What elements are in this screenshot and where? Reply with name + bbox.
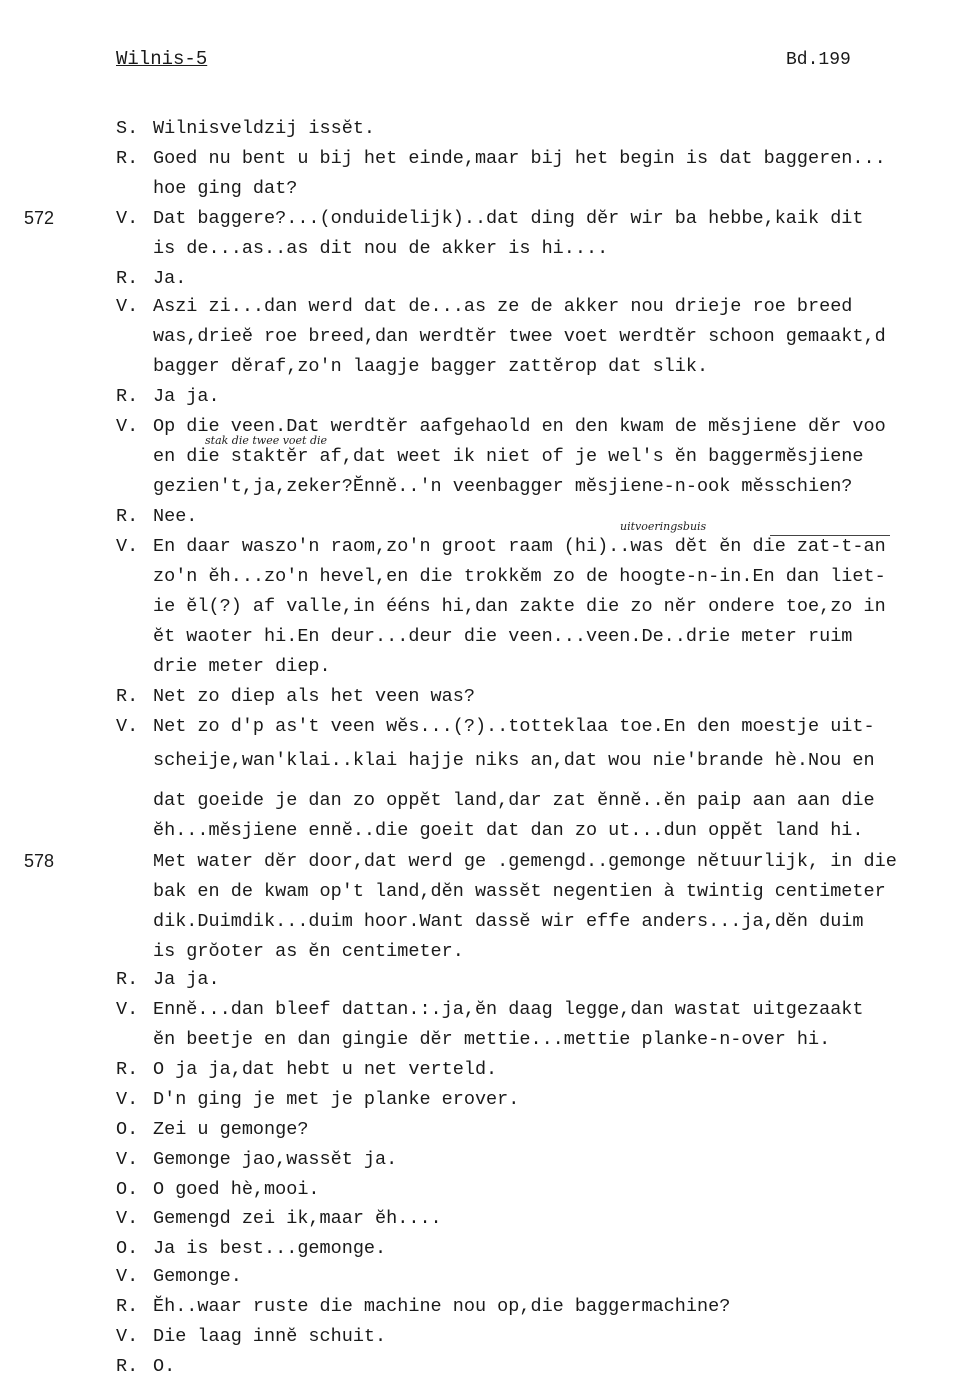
speaker-label: V.: [116, 208, 139, 229]
line-text: Ja.: [153, 268, 187, 289]
line-text: Gemengd zei ik,maar ĕh....: [153, 1208, 442, 1229]
line-text: bagger dĕraf,zo'n laagje bagger zattĕrop dat slik.: [153, 356, 709, 377]
line-text: dat goeide je dan zo oppĕt land,dar zat ĕnnĕ..ĕn paip aan aan die: [153, 790, 875, 811]
speaker-label: V.: [116, 999, 139, 1020]
line-text: Wilnisveldzij issĕt.: [153, 118, 376, 139]
line-text: en die staktĕr af,dat weet ik niet of je wel's ĕn baggermĕsjiene: [153, 446, 864, 467]
speaker-label: V.: [116, 296, 139, 317]
line-text: Ja ja.: [153, 969, 220, 990]
speaker-label: R.: [116, 148, 139, 169]
line-text: hoe ging dat?: [153, 178, 298, 199]
speaker-label: R.: [116, 1296, 139, 1317]
line-text: Goed nu bent u bij het einde,maar bij het begin is dat baggeren...: [153, 148, 886, 169]
speaker-label: R.: [116, 686, 139, 707]
margin-line-number: 572: [24, 208, 55, 228]
line-text: Dat baggere?...(onduidelijk)..dat ding dĕr wir ba hebbe,kaik dit: [153, 208, 864, 229]
handwritten-annotation: uitvoeringsbuis: [620, 520, 707, 533]
speaker-label: V.: [116, 1326, 139, 1347]
line-text: is grŏoter as ĕn centimeter.: [153, 941, 464, 962]
speaker-label: V.: [116, 1266, 139, 1287]
line-text: zo'n ĕh...zo'n hevel,en die trokkĕm zo de hoogte-n-in.En dan liet-: [153, 566, 886, 587]
speaker-label: V.: [116, 536, 139, 557]
margin-line-number: 578: [24, 851, 55, 871]
line-text: O ja ja,dat hebt u net verteld.: [153, 1059, 498, 1080]
speaker-label: O.: [116, 1119, 139, 1140]
line-text: Op die veen.Dat werdtĕr aafgehaold en den kwam de mĕsjiene dĕr voo: [153, 416, 886, 437]
line-text: O goed hè,mooi.: [153, 1179, 320, 1200]
speaker-label: O.: [116, 1179, 139, 1200]
speaker-label: R.: [116, 1059, 139, 1080]
line-text: Net zo diep als het veen was?: [153, 686, 475, 707]
line-text: Gemonge.: [153, 1266, 242, 1287]
document-title: Wilnis-5: [116, 48, 208, 70]
line-text: ĕh...mĕsjiene ennĕ..die goeit dat dan zo ut...dun oppĕt land hi.: [153, 820, 864, 841]
speaker-label: S.: [116, 118, 139, 139]
line-text: ĕt waoter hi.En deur...deur die veen...veen.De..drie meter ruim: [153, 626, 853, 647]
line-text: Ennĕ...dan bleef dattan.:.ja,ĕn daag legge,dan wastat uitgezaakt: [153, 999, 864, 1020]
line-text: Die laag innĕ schuit.: [153, 1326, 387, 1347]
line-text: Ĕh..waar ruste die machine nou op,die baggermachine?: [153, 1296, 731, 1317]
line-text: Gemonge jao,wassĕt ja.: [153, 1149, 398, 1170]
speaker-label: V.: [116, 1208, 139, 1229]
line-text: ie ĕl(?) af valle,in ééns hi,dan zakte die zo nĕr ondere toe,zo in: [153, 596, 886, 617]
line-text: drie meter diep.: [153, 656, 331, 677]
line-text: Net zo d'p as't veen wĕs...(?)..totteklaa toe.En den moestje uit-: [153, 716, 875, 737]
line-text: D'n ging je met je planke erover.: [153, 1089, 520, 1110]
line-text: Zei u gemonge?: [153, 1119, 309, 1140]
speaker-label: R.: [116, 1356, 139, 1377]
speaker-label: R.: [116, 268, 139, 289]
line-text: is de...as..as dit nou de akker is hi....: [153, 238, 609, 259]
speaker-label: O.: [116, 1238, 139, 1259]
line-text: bak en de kwam op't land,dĕn wassĕt negentien à twintig centimeter: [153, 881, 886, 902]
speaker-label: V.: [116, 716, 139, 737]
line-text: Met water dĕr door,dat werd ge .gemengd..gemonge nĕtuurlijk, in die: [153, 851, 897, 872]
speaker-label: V.: [116, 416, 139, 437]
speaker-label: V.: [116, 1149, 139, 1170]
line-text: En daar waszo'n raom,zo'n groot raam (hi)..was dĕt ĕn die zat-t-an: [153, 536, 886, 557]
speaker-label: R.: [116, 969, 139, 990]
speaker-label: V.: [116, 1089, 139, 1110]
line-text: Ja is best...gemonge.: [153, 1238, 387, 1259]
speaker-label: R.: [116, 386, 139, 407]
line-text: Nee.: [153, 506, 198, 527]
line-text: Ja ja.: [153, 386, 220, 407]
page-number: Bd.199: [786, 50, 851, 70]
line-text: was,drieĕ roe breed,dan werdtĕr twee voet werdtĕr schoon gemaakt,d: [153, 326, 886, 347]
line-text: O.: [153, 1356, 176, 1377]
line-text: ĕn beetje en dan gingie dĕr mettie...mettie planke-n-over hi.: [153, 1029, 831, 1050]
line-text: scheije,wan'klai..klai hajje niks an,dat wou nie'brande hè.Nou en: [153, 750, 875, 771]
line-text: gezien't,ja,zeker?Ĕnnĕ..'n veenbagger mĕsjiene-n-ook mĕsschien?: [153, 476, 853, 497]
line-text: dik.Duimdik...duim hoor.Want dassĕ wir effe anders...ja,dĕn duim: [153, 911, 864, 932]
speaker-label: R.: [116, 506, 139, 527]
handwritten-annotation: stak die twee voet die: [205, 434, 328, 447]
line-text: Aszi zi...dan werd dat de...as ze de akker nou drieje roe breed: [153, 296, 853, 317]
